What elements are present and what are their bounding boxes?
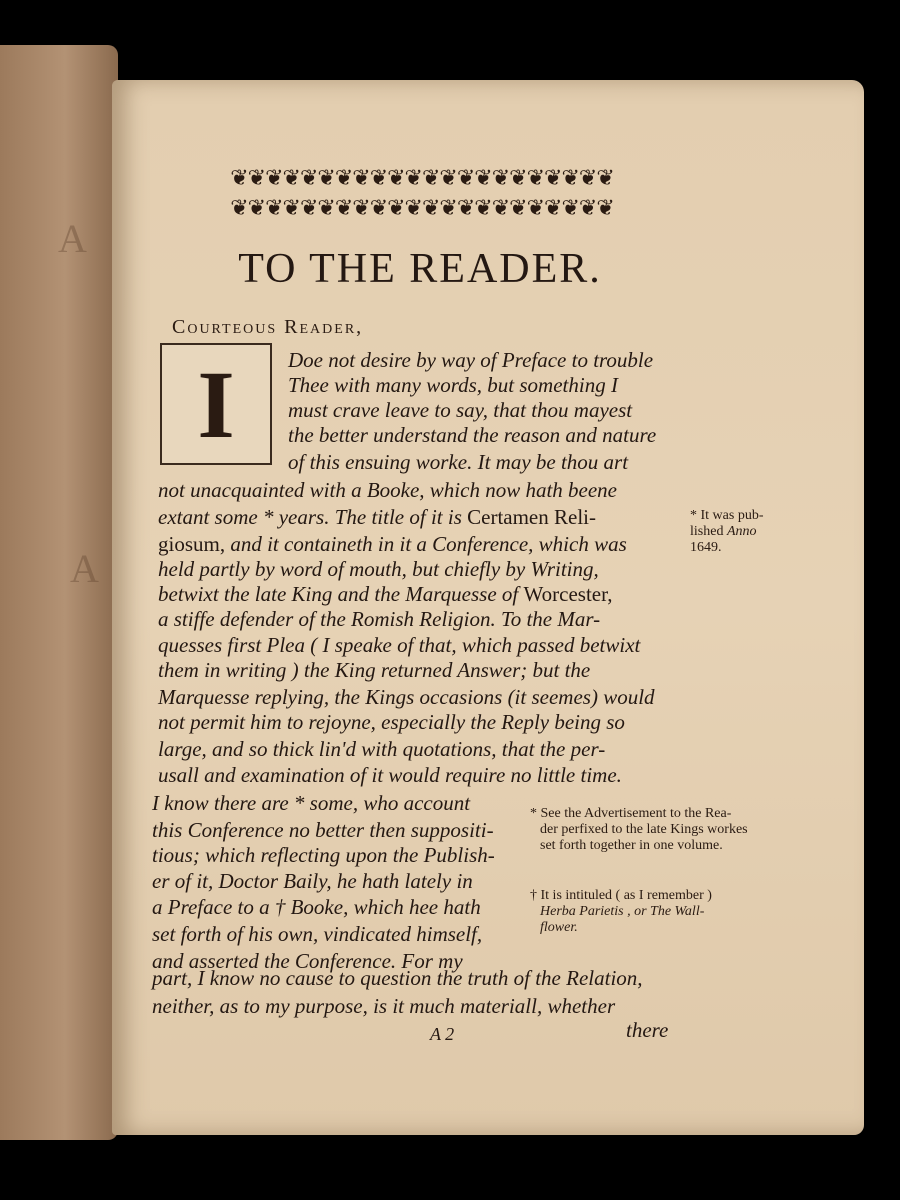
text-line: Doe not desire by way of Preface to trouble [288, 348, 654, 372]
text-line: extant some * years. The title of it is Certamen Reli- [158, 505, 596, 529]
bleed-through-text: A [58, 216, 87, 261]
text-line: the better understand the reason and nature [288, 423, 657, 447]
text-line: neither, as to my purpose, is it much materiall, whether [152, 994, 616, 1018]
text-line: Thee with many words, but something I [288, 373, 618, 397]
text-line: a stiffe defender of the Romish Religion. To the Mar- [158, 607, 601, 631]
bleed-through-text: A [70, 546, 99, 591]
dropcap-letter: I [160, 343, 272, 465]
left-page-edge [0, 45, 118, 1140]
text-line: Marquesse replying, the Kings occasions (it seemes) would [158, 685, 655, 709]
text-line: not permit him to rejoyne, especially the Reply being so [158, 710, 625, 734]
text-line: er of it, Doctor Baily, he hath lately in [152, 869, 473, 893]
margin-note-1: * It was pub- lished Anno 1649. [690, 508, 764, 555]
margin-note-2: * See the Advertisement to the Rea- der perfixed to the late Kings workes set forth together in one volume. [530, 806, 748, 853]
text-line: them in writing ) the King returned Answer; but the [158, 658, 591, 682]
catchword: there [626, 1018, 669, 1042]
ornament-border: ❦❦❦❦❦❦❦❦❦❦❦❦❦❦❦❦❦❦❦❦❦❦ ❦❦❦❦❦❦❦❦❦❦❦❦❦❦❦❦❦❦❦❦❦❦ [230, 165, 614, 220]
text-line: must crave leave to say, that thou mayest [288, 398, 633, 422]
text-line: betwixt the late King and the Marquesse of Worcester, [158, 582, 613, 606]
greeting: Courteous Reader, [172, 316, 364, 338]
signature-mark: A 2 [430, 1024, 455, 1044]
margin-note-3: † It is intituled ( as I remember ) Herba Parietis , or The Wall- flower. [530, 888, 712, 935]
text-line: and asserted the Conference. For my [152, 949, 463, 973]
text-line: not unacquainted with a Booke, which now hath beene [158, 478, 618, 502]
text-line: giosum, and it containeth in it a Conference, which was [158, 532, 627, 556]
text-line: of this ensuing worke. It may be thou art [288, 450, 629, 474]
text-line: set forth of his own, vindicated himself, [152, 922, 483, 946]
text-line: this Conference no better then suppositi- [152, 818, 494, 842]
text-line: part, I know no cause to question the truth of the Relation, [152, 966, 643, 990]
page-title: TO THE READER. [238, 246, 602, 292]
text-line: held partly by word of mouth, but chiefly by Writing, [158, 557, 599, 581]
text-line: a Preface to a † Booke, which hee hath [152, 895, 481, 919]
text-line: large, and so thick lin'd with quotations, that the per- [158, 737, 606, 761]
text-line: usall and examination of it would require no little time. [158, 763, 622, 787]
text-line: tious; which reflecting upon the Publish- [152, 843, 495, 867]
text-line: I know there are * some, who account [152, 791, 471, 815]
text-line: quesses first Plea ( I speake of that, which passed betwixt [158, 633, 641, 657]
